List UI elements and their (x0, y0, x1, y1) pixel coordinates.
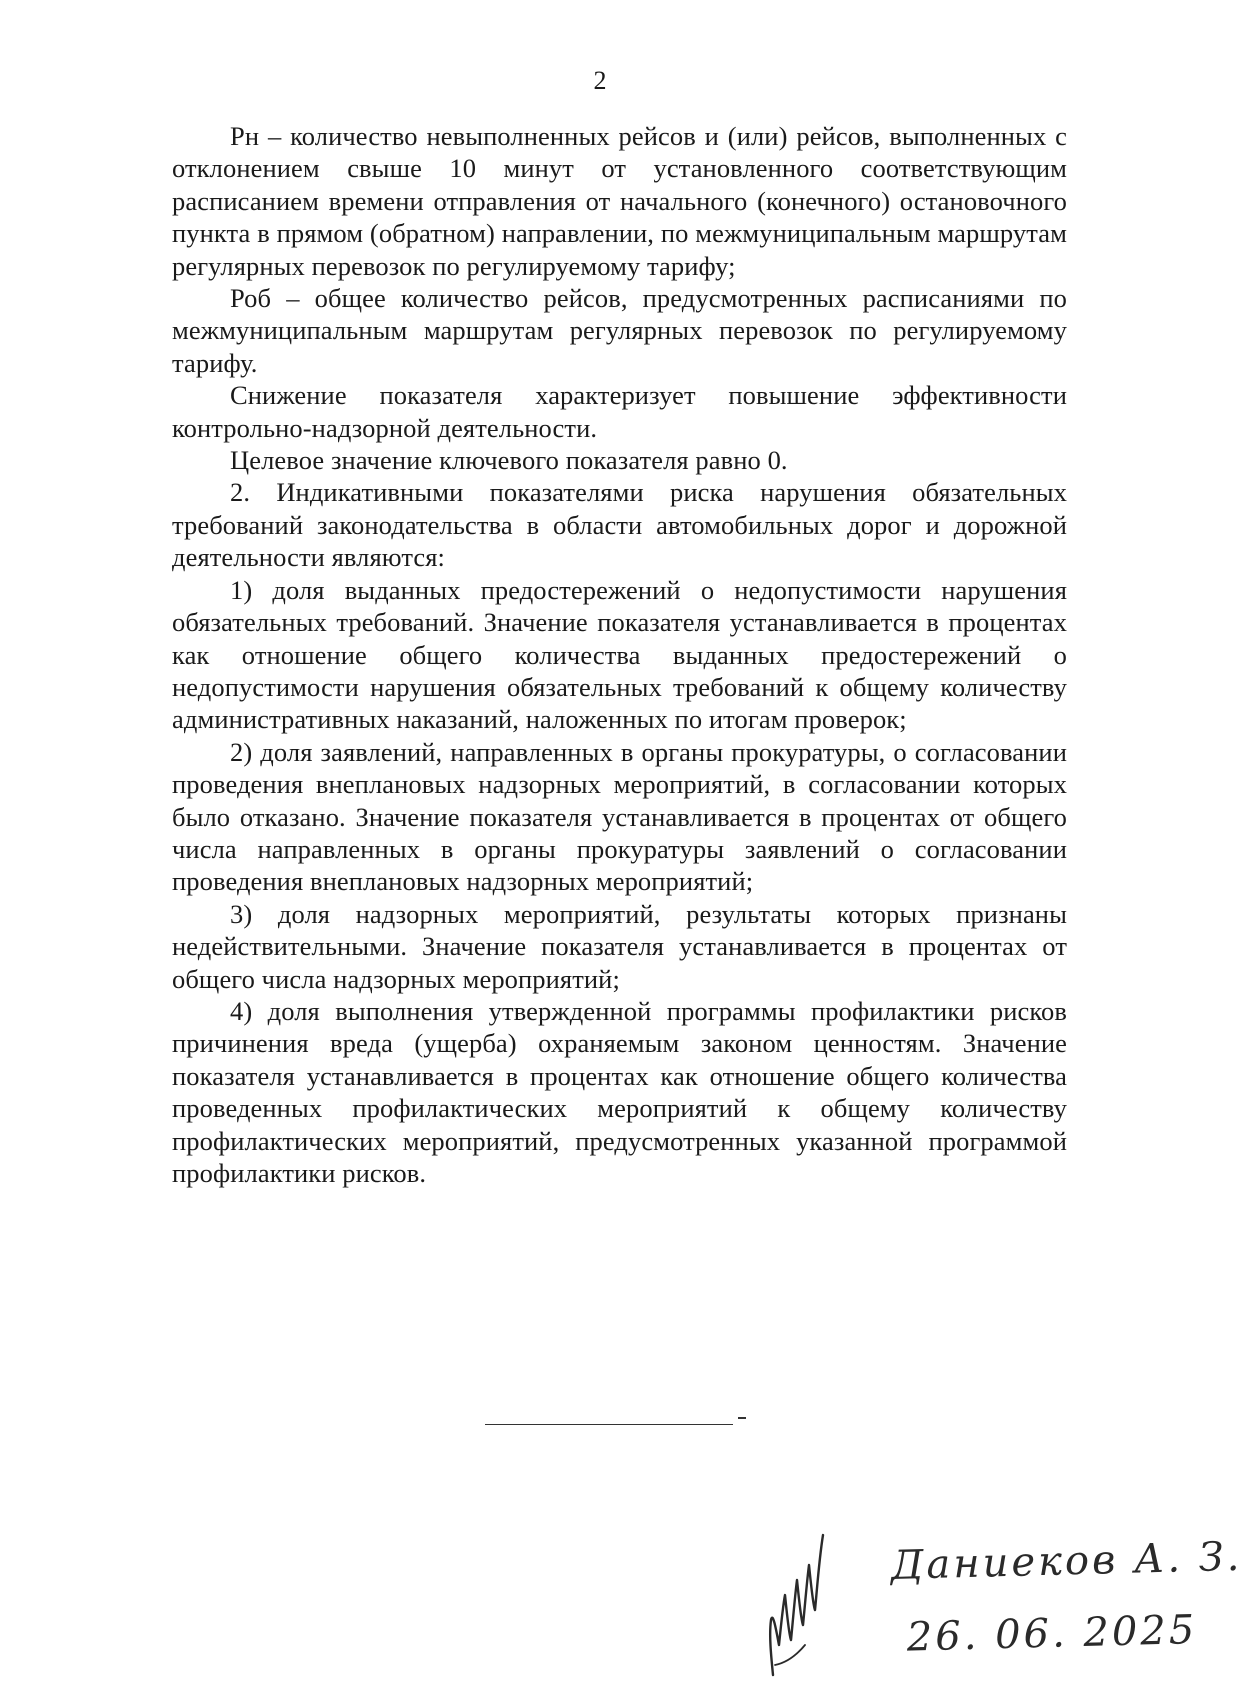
paragraph-indicator-meaning: Снижение показателя характеризует повышение эффективности контрольно-надзорной деятельности. (172, 380, 1067, 443)
list-item-4: 4) доля выполнения утвержденной программы профилактики рисков причинения вреда (ущерба) охраняемым законом ценностям. Значение показателя устанавливается в процентах как отношение общего количества проведенных профилактических мероприятий к общему количеству профилактических мероприятий, предусмотренных указанной программой профилактики рисков. (172, 995, 1067, 1188)
paragraph-indicative-intro: 2. Индикативными показателями риска нарушения обязательных требований законодательства в области автомобильных дорог и дорожной деятельности являются: (172, 477, 1067, 573)
signature-icon (735, 1525, 855, 1685)
list-item-1: 1) доля выданных предостережений о недопустимости нарушения обязательных требований. Значение показателя устанавливается в процентах как отношение общего количества выданных предостережений о недопустимости нарушения обязательных требований к общему количеству административных наказаний, наложенных по итогам проверок; (172, 574, 1067, 735)
page-number: 2 (593, 66, 607, 95)
paragraph-rn-definition: Рн – количество невыполненных рейсов и (или) рейсов, выполненных с отклонением свыше 10 минут от установленного соответствующим расписанием времени отправления от начального (конечного) остановочного пункта в прямом (обратном) направлении, по межмуниципальным маршрутам регулярных перевозок по регулируемому тарифу; (172, 121, 1067, 281)
document-body (172, 120, 1067, 1189)
list-item-2: 2) доля заявлений, направленных в органы прокуратуры, о согласовании проведения внеплановых надзорных мероприятий, в согласовании которых было отказано. Значение показателя устанавливается в процентах от общего числа направленных в органы прокуратуры заявлений о согласовании проведения внеплановых надзорных мероприятий; (172, 736, 1067, 897)
end-divider-tick (738, 1417, 746, 1419)
list-item-3: 3) доля надзорных мероприятий, результаты которых признаны недействительными. Значение показателя устанавливается в процентах от общего числа надзорных мероприятий; (172, 898, 1067, 994)
end-divider-line (485, 1424, 733, 1425)
handwritten-annotation (890, 1521, 1245, 1674)
handwritten-date: 26. 06. 2025 (906, 1607, 1198, 1661)
handwritten-name: Даниеков А. З. (890, 1533, 1243, 1589)
paragraph-rob-definition: Роб – общее количество рейсов, предусмотренных расписаниями по межмуниципальным маршрутам регулярных перевозок по регулируемому тарифу. (172, 283, 1067, 378)
paragraph-target-value: Целевое значение ключевого показателя равно 0. (230, 445, 788, 476)
